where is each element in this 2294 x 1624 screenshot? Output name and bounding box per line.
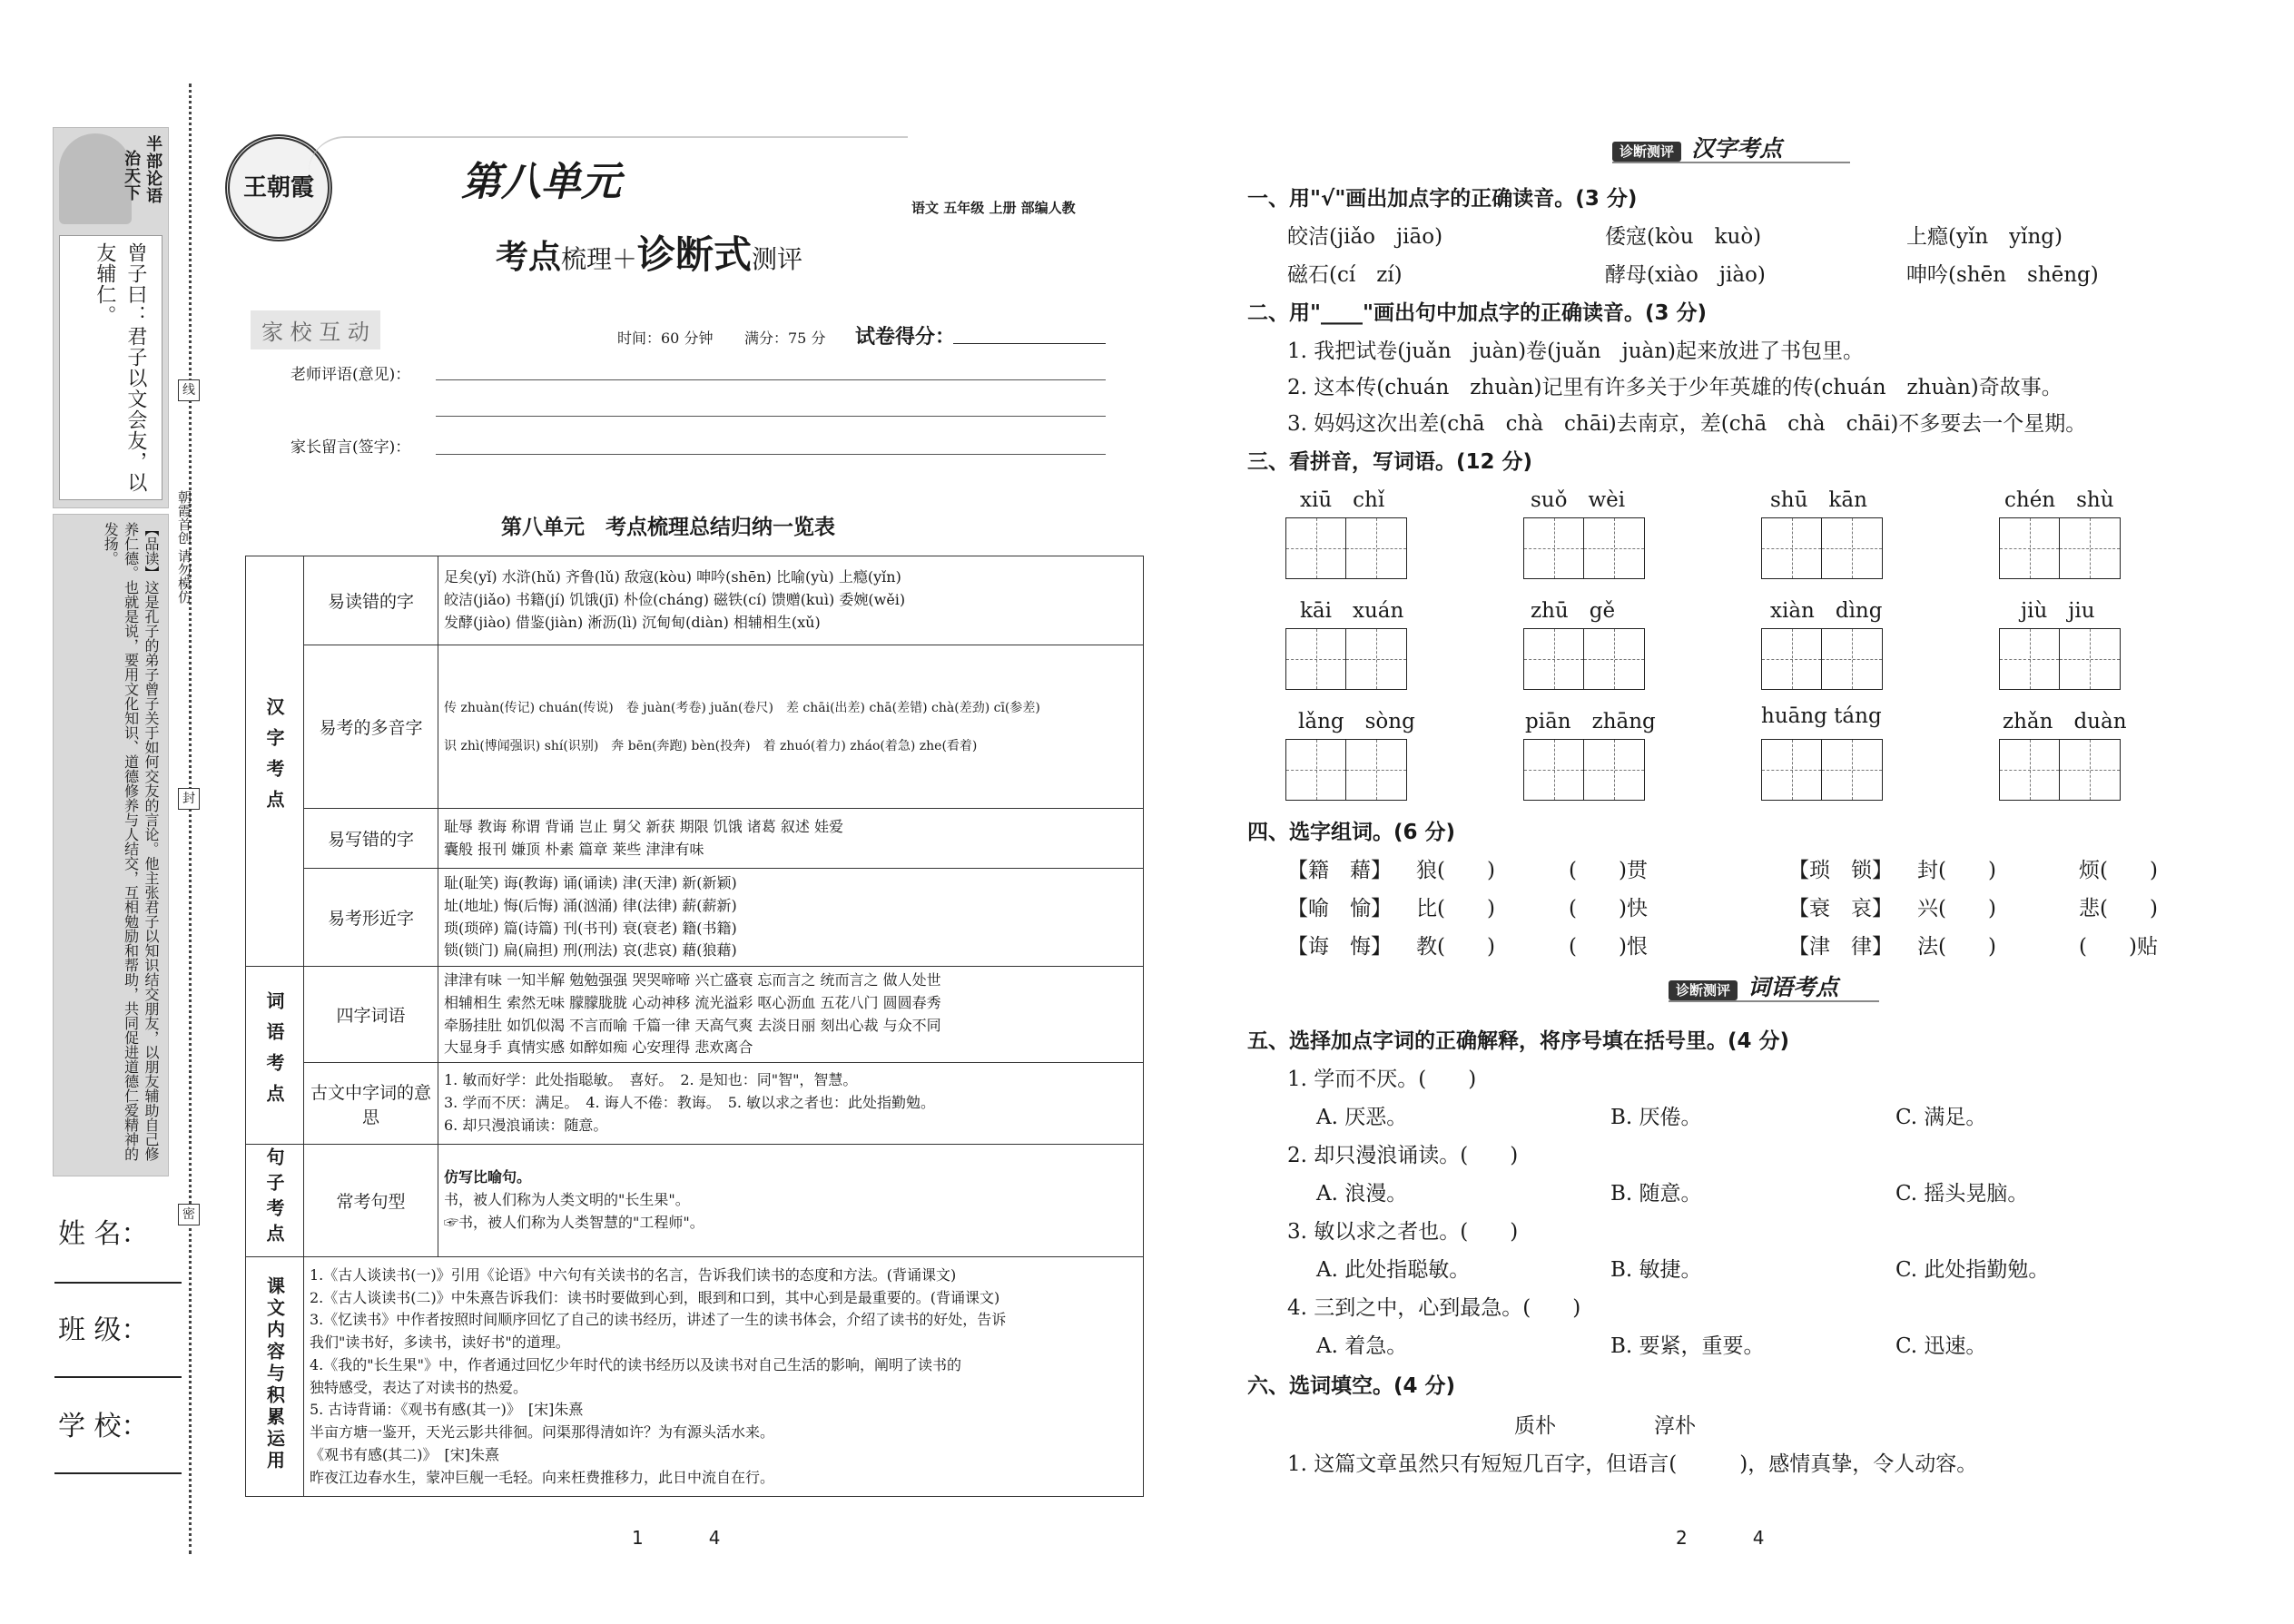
- motto-line-1: 半部论语: [143, 135, 163, 204]
- q3-pinyin-4: kāi xuán: [1300, 599, 1404, 623]
- q4-blank: 兴( ): [1917, 897, 1996, 920]
- q4-pair: 【津 律】: [1788, 935, 1893, 959]
- banner-ciyu-tag: 诊断测评: [1669, 980, 1738, 1000]
- q5-opt: C. 迅速。: [1895, 1334, 1987, 1358]
- binding-mark-secret: 密: [178, 1204, 200, 1225]
- q5-opt: A. 着急。: [1316, 1334, 1408, 1358]
- q3-grid-6[interactable]: [1761, 628, 1883, 690]
- cell-row-2: 耻辱 教诲 称谓 背诵 岂止 舅父 新获 期限 饥饿 诸葛 叙述 娃爱 囊般 报刊 嫌顶 朴素 篇章 莱些 津津有味: [438, 809, 1144, 869]
- sub-row-5: 古文中字词的意思: [304, 1063, 438, 1145]
- teacher-comment-field-2[interactable]: [436, 416, 1106, 417]
- left-page-number: 1 4: [632, 1527, 721, 1549]
- cat-ciyu: 词语考点: [246, 967, 304, 1145]
- school-label: 学 校：: [58, 1411, 149, 1442]
- side-note: 朝霞首创 请勿模仿: [176, 490, 192, 604]
- teacher-comment-field[interactable]: [436, 379, 1106, 380]
- brand-logo: 王朝霞: [225, 134, 332, 241]
- q3-grid-10[interactable]: [1761, 739, 1883, 801]
- cell-row-3: 耻(耻笑) 诲(教诲) 诵(诵读) 津(天津) 新(新颖) 址(地址) 悔(后悔) 涌(汹涌) 律(法律) 薪(薪新) 琐(琐碎) 篇(诗篇) 刊(书刊) 衰(衰老) 籍(书籍) 锁(锁门) 扁(扁担) 刑(刑法) 哀(悲哀) 藉(狼藉): [438, 869, 1144, 967]
- q4-blank: ( )贯: [1569, 859, 1648, 882]
- summary-table: [245, 556, 1144, 1497]
- q3-pinyin-8: lǎng sòng: [1298, 710, 1415, 733]
- motto-line-2: 治天下: [122, 150, 142, 202]
- q3-grid-3[interactable]: [1999, 517, 2121, 579]
- q3-grid-7[interactable]: [1999, 628, 2121, 690]
- unit-title: 第八单元: [461, 159, 621, 205]
- question-5: 五、选择加点字词的正确解释，将序号填在括号里。(4 分): [1247, 1029, 1790, 1053]
- q1-item-4: 酵母(xiào jiào): [1605, 263, 1766, 287]
- q3-pinyin-2: shū kān: [1770, 488, 1867, 512]
- parent-comment-label: 家长留言(签字)：: [290, 438, 411, 457]
- q3-pinyin-7: jiù jiu: [2021, 599, 2095, 623]
- q1-item-0: 皎洁(jiǎo jiāo): [1287, 225, 1443, 249]
- q3-grid-5[interactable]: [1523, 628, 1645, 690]
- q5-opt: B. 厌倦。: [1610, 1106, 1702, 1129]
- q3-grid-4[interactable]: [1285, 628, 1407, 690]
- q5-stem-0: 1. 学而不厌。( ): [1287, 1068, 1477, 1091]
- sub-row-6: 常考句型: [304, 1145, 438, 1257]
- home-school-tag: 家 校 互 动: [251, 310, 380, 349]
- sub-row-4: 四字词语: [304, 967, 438, 1063]
- q4-blank: ( )快: [1569, 897, 1648, 920]
- q5-opt: A. 此处指聪敏。: [1316, 1258, 1471, 1282]
- q4-blank: 烦( ): [2079, 859, 2158, 882]
- question-2: 二、用"____"画出句中加点字的正确读音。(3 分): [1247, 301, 1707, 325]
- cell-row-1: 传 zhuàn(传记) chuán(传说) 卷 juàn(考卷) juǎn(卷尺) 差 chāi(出差) chā(差错) chà(差劲) cī(参差) 识 zhì(博闻强识) shí(识别) 奔 bēn(奔跑) bèn(投奔) 着 zhuó(着力) zháo(着急) zhe(看着): [438, 645, 1144, 809]
- q4-blank: 封( ): [1917, 859, 1996, 882]
- q5-opt: C. 满足。: [1895, 1106, 1987, 1129]
- parent-comment-field[interactable]: [436, 454, 1106, 455]
- q3-pinyin-1: suǒ wèi: [1531, 488, 1626, 512]
- sub-row-1: 易考的多音字: [304, 645, 438, 809]
- q4-blank: 法( ): [1917, 935, 1996, 959]
- commentary-box: [53, 514, 169, 1176]
- cat-hanzi: 汉字考点: [246, 556, 304, 967]
- question-4: 四、选字组词。(6 分): [1247, 821, 1456, 844]
- score-label: 试卷得分：: [855, 326, 956, 349]
- q4-blank: 狼( ): [1416, 859, 1495, 882]
- cut-line: [189, 84, 192, 1554]
- table-title: 第八单元 考点梳理总结归纳一览表: [501, 516, 835, 539]
- subtitle-zhenduan: 诊断式: [637, 232, 753, 277]
- binding-mark-line: 线: [178, 379, 200, 401]
- banner-ciyu-title: 词语考点: [1748, 974, 1839, 1000]
- banner-ciyu: [1669, 969, 1879, 1002]
- q5-opt: A. 浪漫。: [1316, 1182, 1408, 1206]
- q4-blank: 教( ): [1416, 935, 1495, 959]
- q6-item-0: 1. 这篇文章虽然只有短短几百字，但语言( )，感情真挚，令人动容。: [1287, 1452, 1978, 1476]
- q6-word-0: 质朴: [1514, 1414, 1556, 1438]
- q3-grid-11[interactable]: [1999, 739, 2121, 801]
- q4-pair: 【籍 藉】: [1287, 859, 1392, 882]
- banner-hanzi-tag: 诊断测评: [1612, 142, 1681, 162]
- quote-line-2: 友辅仁。: [93, 242, 116, 326]
- cell-row-4: 津津有味 一知半解 勉勉强强 哭哭啼啼 兴亡盛衰 忘而言之 统而言之 做人处世 相辅相生 索然无味 朦朦胧胧 心动神移 流光溢彩 呕心沥血 五花八门 圆圆春秀 牵肠挂肚 如饥似渴 不言而喻 千篇一律 天高气爽 去淡日丽 刻出心裁 与众不同 大显身手 真情实感 如醉如痴 心安理得 悲欢离合: [438, 967, 1144, 1063]
- q3-pinyin-6: xiàn dìng: [1770, 599, 1883, 623]
- q1-item-3: 磁石(cí zí): [1287, 263, 1403, 287]
- q3-pinyin-10: huāng táng: [1761, 704, 1882, 728]
- name-field[interactable]: [54, 1282, 182, 1284]
- q5-opt: B. 要紧，重要。: [1610, 1334, 1765, 1358]
- q5-stem-3: 4. 三到之中，心到最急。( ): [1287, 1296, 1581, 1320]
- q3-pinyin-0: xiū chǐ: [1300, 488, 1385, 512]
- q4-pair: 【诲 悔】: [1287, 935, 1392, 959]
- teacher-comment-label: 老师评语(意见)：: [290, 366, 411, 384]
- class-label: 班 级：: [58, 1314, 149, 1346]
- q3-pinyin-9: piān zhāng: [1525, 710, 1656, 733]
- cell-row-5: 1. 敏而好学：此处指聪敏。 喜好。 2. 是知也：同"智"，智慧。 3. 学而不厌：满足。 4. 诲人不倦：教诲。 5. 敏以求之者也：此处指勤勉。 6. 却只漫浪诵读：随意。: [438, 1063, 1144, 1145]
- q4-blank: ( )贴: [2079, 935, 2158, 959]
- score-field[interactable]: [953, 343, 1106, 344]
- exam-time: 时间：60 分钟: [617, 330, 714, 347]
- q5-stem-2: 3. 敏以求之者也。( ): [1287, 1220, 1519, 1244]
- q1-item-1: 倭寇(kòu kuò): [1605, 225, 1762, 249]
- q3-grid-8[interactable]: [1285, 739, 1407, 801]
- cell-row-0: 足矣(yǐ) 水浒(hǔ) 齐鲁(lǔ) 敌寇(kòu) 呻吟(shēn) 比喻(yù) 上瘾(yǐn) 皎洁(jiǎo) 书籍(jí) 饥饿(jī) 朴俭(cháng) 磁铁(cí) 馈赠(kuì) 委婉(wěi) 发酵(jiào) 借鉴(jiàn) 淅沥(lì) 沉甸甸(diàn) 相辅相生(xǔ): [438, 556, 1144, 645]
- q5-stem-1: 2. 却只漫浪诵读。( ): [1287, 1144, 1519, 1167]
- q4-pair: 【衰 哀】: [1788, 897, 1893, 920]
- q1-item-2: 上瘾(yǐn yǐng): [1906, 225, 2063, 249]
- sub-row-3: 易考形近字: [304, 869, 438, 967]
- commentary-text: 【品读】这是孔子的弟子曾子关于如何交友的言论。他主张君子以知识结交朋友，以朋友辅助自己修养仁德。也就是说，要用文化知识、道德修养与人结交，互相勉励和帮助，共同促进道德仁爱精神的发扬。: [102, 522, 160, 1161]
- motto-box: [53, 127, 169, 508]
- q1-item-5: 呻吟(shēn shēng): [1906, 263, 2099, 287]
- q3-grid-0[interactable]: [1285, 517, 1407, 579]
- name-label: 姓 名：: [58, 1218, 149, 1250]
- question-1: 一、用"√"画出加点字的正确读音。(3 分): [1247, 187, 1638, 211]
- cell-row-7: 1.《古人谈读书(一)》引用《论语》中六句有关读书的名言，告诉我们读书的态度和方法。(背诵课文) 2.《古人谈读书(二)》中朱熹告诉我们：读书时要做到心到，眼到和口到，其中心到是最重要的。(背诵课文) 3.《忆读书》中作者按照时间顺序回忆了自己的读书经历，讲述了一生的读书体会，介绍了读书的好处，告诉 我们"读书好，多读书，读好书"的道理。 4.《我的"长生果"》中，作者通过回忆少年时代的读书经历以及读书对自己生活的影响，阐明了读书的 独特感受，表达了对读书的热爱。 5. 古诗背诵：《观书有感(其一)》 [宋]朱熹 半亩方塘一鉴开，天光云影共徘徊。问渠那得清如许？为有源头活水来。 《观书有感(其二)》 [宋]朱熹 昨夜江边春水生，蒙冲巨舰一毛轻。向来枉费推移力，此日中流自在行。: [304, 1257, 1144, 1497]
- q4-pair: 【喻 愉】: [1287, 897, 1392, 920]
- q2-item-0: 1. 我把试卷(juǎn juàn)卷(juǎn juàn)起来放进了书包里。: [1287, 340, 1865, 363]
- banner-hanzi-title: 汉字考点: [1691, 135, 1783, 162]
- q3-grid-9[interactable]: [1523, 739, 1645, 801]
- right-page-number: 2 4: [1676, 1527, 1765, 1549]
- q3-grid-2[interactable]: [1761, 517, 1883, 579]
- binding-mark-seal: 封: [178, 788, 200, 810]
- q6-word-1: 淳朴: [1654, 1414, 1696, 1438]
- subtitle-kaodian: 考点: [496, 239, 562, 276]
- q2-item-1: 2. 这本传(chuán zhuàn)记里有许多关于少年英雄的传(chuán zhuàn)奇故事。: [1287, 376, 2063, 399]
- class-field[interactable]: [54, 1376, 182, 1378]
- cell-row-6: 仿写比喻句。 书，被人们称为人类文明的"长生果"。 ☞书，被人们称为人类智慧的"工程师"。: [438, 1145, 1144, 1257]
- cat-kewen: 课文内容与积累运用: [246, 1257, 304, 1497]
- binding-strip: [53, 127, 169, 1180]
- question-6: 六、选词填空。(4 分): [1247, 1374, 1456, 1398]
- sub-row-2: 易写错的字: [304, 809, 438, 869]
- q5-opt: C. 摇头晃脑。: [1895, 1182, 2029, 1206]
- q4-blank: 悲( ): [2079, 897, 2158, 920]
- q3-grid-1[interactable]: [1523, 517, 1645, 579]
- q2-item-2: 3. 妈妈这次出差(chā chà chāi)去南京，差(chā chà chāi)不多要去一个星期。: [1287, 412, 2087, 436]
- q5-opt: A. 厌恶。: [1316, 1106, 1408, 1129]
- subtitle-shuli: 梳理＋: [561, 244, 638, 274]
- cat-juzi: 句子考点: [246, 1145, 304, 1257]
- q5-opt: C. 此处指勤勉。: [1895, 1258, 2050, 1282]
- subtitle-ceping: 测评: [752, 244, 803, 274]
- q3-pinyin-5: zhū gě: [1531, 599, 1616, 623]
- banner-hanzi: [1612, 131, 1850, 163]
- header-meta: 语文 五年级 上册 部编人教: [911, 200, 1076, 216]
- exam-full-score: 满分：75 分: [744, 330, 826, 347]
- school-field[interactable]: [54, 1472, 182, 1474]
- q4-blank: 比( ): [1416, 897, 1495, 920]
- q5-opt: B. 敏捷。: [1610, 1258, 1702, 1282]
- q3-pinyin-3: chén shù: [2004, 488, 2114, 512]
- header-subtitle: [496, 225, 802, 280]
- q4-pair: 【琐 锁】: [1788, 859, 1893, 882]
- question-3: 三、看拼音，写词语。(12 分): [1247, 450, 1533, 474]
- q5-opt: B. 随意。: [1610, 1182, 1702, 1206]
- q3-pinyin-11: zhǎn duàn: [2003, 710, 2127, 733]
- sub-row-0: 易读错的字: [304, 556, 438, 645]
- q4-blank: ( )恨: [1569, 935, 1648, 959]
- quote-line-1: 曾子曰：君子以文会友，以: [123, 242, 147, 493]
